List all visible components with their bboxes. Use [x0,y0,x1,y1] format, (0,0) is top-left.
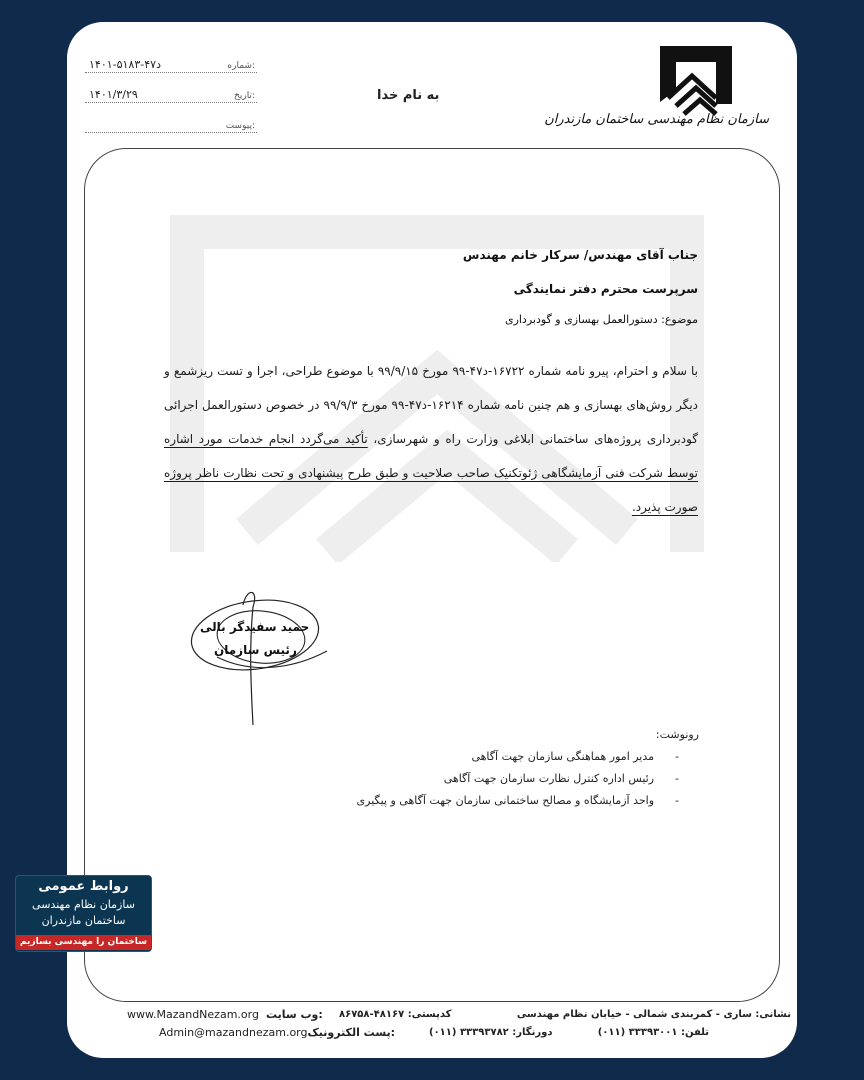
date-label: تاریخ: [234,91,255,101]
org-logo-icon [650,40,740,118]
date-value: ۱۴۰۱/۳/۲۹ [89,88,138,101]
letter-body-emphasis: تأکید می‌گردد انجام خدمات مورد اشاره توسط شرکت فنی آزمایشگاهی ژئوتکنیک صاحب صلاحیت و طبق طرح پیشنهادی و تحت نظارت ناظر پروژه صورت پذیرد. [164,432,698,514]
copy-item: - مدیر امور هماهنگی سازمان جهت آگاهی [471,750,679,763]
badge-line1: روابط عمومی [38,879,129,894]
letter-page [67,22,797,1058]
footer-website[interactable]: www.MazandNezam.org [127,1008,259,1021]
copy-item: - واحد آزمایشگاه و مصالح ساختمانی سازمان جهت آگاهی و پیگیری [356,794,679,807]
badge-tagline: ساختمان را مهندسی بسازیم [16,935,151,950]
recipient: سرپرست محترم دفتر نمایندگی [513,282,698,296]
footer-email-label: پست الکترونیک: [307,1026,396,1039]
badge-line3: ساختمان مازندران [41,914,126,927]
subject: موضوع: دستورالعمل بهسازی و گودبرداری [504,313,698,326]
org-wordmark: سازمان نظام مهندسی ساختمان مازندران [544,112,769,127]
footer-website-label: وب سایت: [265,1008,323,1021]
footer-email[interactable]: Admin@mazandnezam.org [159,1026,308,1039]
footer-phone: تلفن: ۳۳۳۹۳۰۰۱ (۰۱۱) [597,1027,709,1038]
footer-email-row [159,1026,395,1039]
number-value: ۱۴۰۱-د۴۷-۵۱۸۳ [89,58,161,71]
copies-title: رونوشت: [655,728,699,741]
letter-body-part1: با سلام و احترام، پیرو نامه شماره ۱۶۷۲۲-د۴۷-۹۹ مورخ ۹۹/۹/۱۵ با موضوع طراحی، اجرا و تست ریزشمع و دیگر روش‌های بهسازی و هم چنین نامه شماره ۱۶۲۱۴-د۴۷-۹۹ مورخ ۹۹/۹/۳ در خصوص دستورالعمل اجرائی گودبرداری پروژه‌های ساختمانی ابلاغی وزارت راه و شهرسازی، [164,364,699,446]
bismillah: به نام خدا [377,88,440,103]
copy-item: - رئیس اداره کنترل نظارت سازمان جهت آگاهی [443,772,679,785]
number-row [85,56,257,73]
footer-postal: کدپستی: ۴۸۱۶۷-۸۶۷۵۸ [339,1009,452,1020]
signatory-title: رئیس سازمان [214,643,297,657]
signatory-name: حمید سفیدگر بالی [200,620,310,634]
salutation: جناب آقای مهندس/ سرکار خانم مهندس [462,248,698,262]
number-label: شماره: [227,61,255,71]
letter-body [164,354,698,524]
footer-address: نشانی: ساری - کمربندی شمالی - خیابان نظام مهندسی [516,1009,791,1020]
attachment-label: پیوست: [225,121,255,131]
public-relations-badge [15,875,152,952]
footer-website-row [127,1008,323,1021]
footer-fax: دورنگار: ۳۳۳۹۳۷۸۲ (۰۱۱) [429,1027,553,1038]
date-row [85,86,257,103]
attachment-row [85,116,257,133]
badge-line2: سازمان نظام مهندسی [32,898,135,911]
